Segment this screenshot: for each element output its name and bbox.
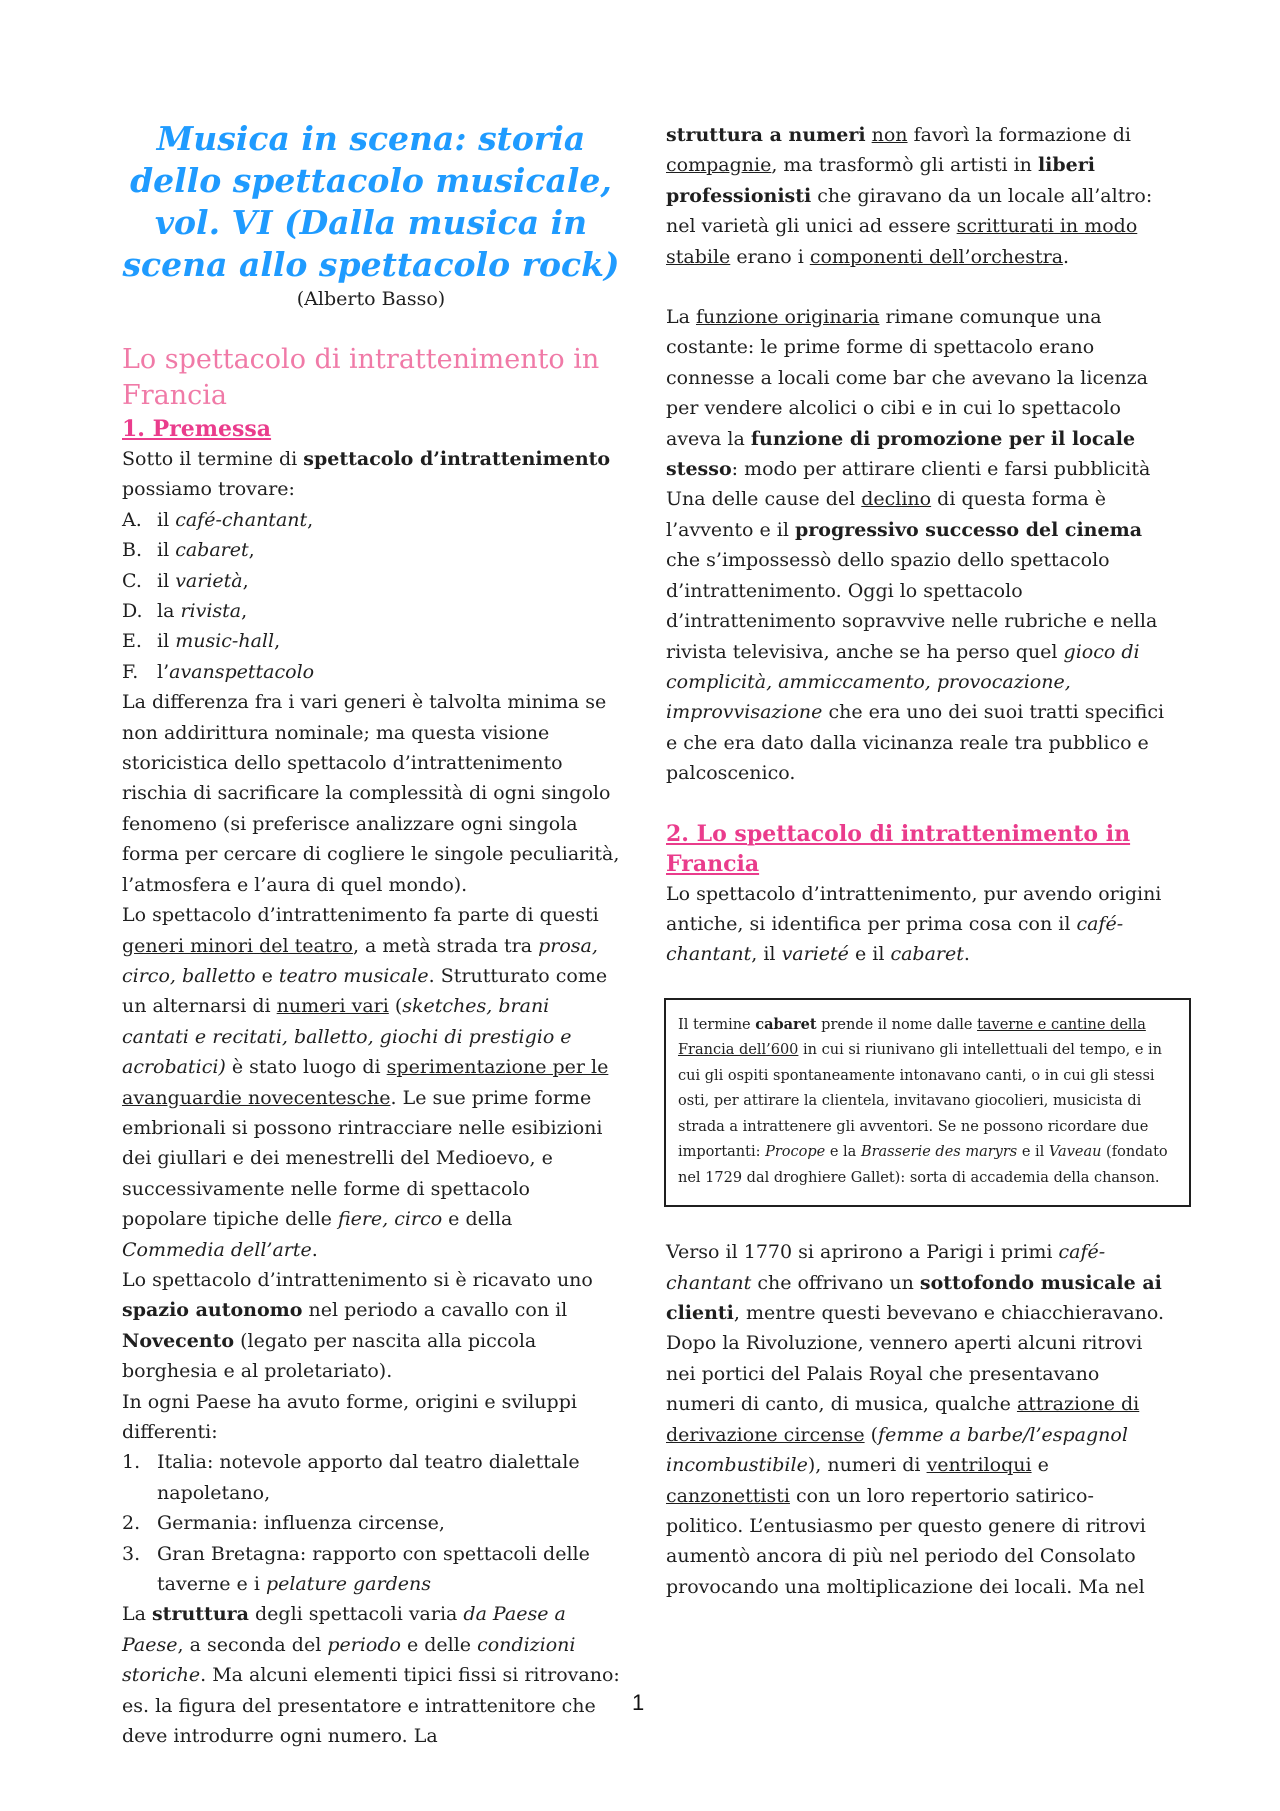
paragraph-generi-minori: Lo spettacolo d’intrattenimento fa parte di questi generi minori del teatro, a metà strada tra prosa, circo, balletto e teatro musicale. Strutturato come un alternarsi di numeri vari (sketches, brani cantati e recitati, balletto, giochi di prestigio e acrobatici) è stato luogo di sperimentazione per le avanguardie novecentesche. Le sue prime forme embrionali si possono rintracciare nelle esibizioni dei giullari e dei menestrelli del Medioevo, e successivamente nelle forme di spettacolo popolare tipiche delle fiere, circo e della Commedia dell’arte. <box>122 904 609 1261</box>
list-item: C. il varietà, <box>122 569 249 592</box>
list-item: F. l’avanspettacolo <box>122 660 315 683</box>
spacer <box>666 272 1166 302</box>
paragraph-differenza: La differenza fra i vari generi è talvolta minima se non addirittura nominale; ma questa visione storicistica dello spettacolo d’intrattenimento rischia di sacrificare la complessità di ogni singolo fenomeno (si preferisce analizzare ogni singola forma per cercare di cogliere le singole peculiarità, l’atmosfera e l’aura di quel mondo). <box>122 691 620 896</box>
list-item: 1. Italia: notevole apporto dal teatro dialettale napoletano, <box>122 1451 580 1504</box>
paragraph-spazio-autonomo: Lo spettacolo d’intrattenimento si è ricavato uno spazio autonomo nel periodo a cavallo con il Novecento (legato per nascita alla piccola borghesia e al proletariato). <box>122 1268 593 1383</box>
left-column <box>122 118 620 1751</box>
paragraph-struttura-continued: struttura a numeri non favorì la formazione di compagnie, ma trasformò gli artisti in liberi professionisti che giravano da un locale all’altro: nel varietà gli unici ad essere scritturati in modo stabile erano i componenti dell’orchestra. <box>666 124 1153 268</box>
list-item: B. il cabaret, <box>122 539 255 562</box>
paragraph-paesi: In ogni Paese ha avuto forme, origini e sviluppi differenti: <box>122 1390 577 1443</box>
list-item: D. la rivista, <box>122 600 248 623</box>
intro-paragraph: Sotto il termine di spettacolo d’intrattenimento possiamo trovare: <box>122 448 611 501</box>
genre-list <box>122 505 620 687</box>
paragraph-cafe-chantant: Verso il 1770 si aprirono a Parigi i primi café-chantant che offrivano un sottofondo musicale ai clienti, mentre questi bevevano e chiacchieravano. Dopo la Rivoluzione, vennero aperti alcuni ritrovi nei portici del Palais Royal che presentavano numeri di canto, di musica, qualche attrazione di derivazione circense (femme a barbe/l’espagnol incombustibile), numeri di ventriloqui e canzonettisti con un loro repertorio satirico-politico. L’entusiasmo per questo genere di ritrovi aumentò ancora di più nel periodo del Consolato provocando una moltiplicazione dei locali. Ma nel <box>666 1241 1165 1598</box>
list-item: A. il café-chantant, <box>122 508 314 531</box>
document-title: Musica in scena: storia dello spettacolo musicale, vol. VI (Dalla musica in scena allo spettacolo rock) <box>122 119 620 284</box>
section-heading-main: Lo spettacolo di intrattenimento in Francia <box>122 344 600 411</box>
spacer <box>666 789 1166 819</box>
list-item: E. il music-hall, <box>122 630 281 653</box>
cabaret-note-box: Il termine cabaret prende il nome dalle taverne e cantine della Francia dell’600 in cui si riunivano gli intellettuali del tempo, e in cui gli ospiti spontaneamente intonavano canti, o in cui gli stessi osti, per attirare la clientela, invitavano giocolieri, musicista di strada a intrattenere gli avventori. Se ne possono ricordare due importanti: Procope e la Brasserie des maryrs e il Vaveau (fondato nel 1729 dal droghiere Gallet): sorta di accademia della chanson. <box>664 998 1191 1208</box>
paragraph-struttura-start: La struttura degli spettacoli varia da Paese a Paese, a seconda del periodo e delle condizioni storiche. Ma alcuni elementi tipici fissi si ritrovano: es. la figura del presentatore e intrattenitore che deve introdurre ogni numero. La <box>122 1603 620 1748</box>
spacer <box>666 1207 1166 1237</box>
right-column <box>666 120 1166 1602</box>
list-item: 2. Germania: influenza circense, <box>122 1512 445 1535</box>
document-author: (Alberto Basso) <box>296 288 446 310</box>
list-item: 3. Gran Bretagna: rapporto con spettacoli delle taverne e i pelature gardens <box>122 1542 590 1596</box>
paragraph-funzione-originaria: La funzione originaria rimane comunque una costante: le prime forme di spettacolo erano connesse a locali come bar che avevano la licenza per vendere alcolici o cibi e in cui lo spettacolo aveva la funzione di promozione per il locale stesso: modo per attirare clienti e farsi pubblicità Una delle cause del declino di questa forma è l’avvento e il progressivo successo del cinema che s’impossessò dello spazio dello spettacolo d’intrattenimento. Oggi lo spettacolo d’intrattenimento sopravvive nelle rubriche e nella rivista televisiva, anche se ha perso quel gioco di complicità, ammiccamento, provocazione, improvvisazione che era uno dei suoi tratti specifici e che era dato dalla vicinanza reale tra pubblico e palcoscenico. <box>666 306 1165 785</box>
section-heading-francia: 2. Lo spettacolo di intrattenimento in Francia <box>666 820 1131 877</box>
section-heading-premessa: 1. Premessa <box>122 416 272 442</box>
page-number: 1 <box>632 1690 645 1715</box>
country-list <box>122 1447 620 1599</box>
paragraph-origini: Lo spettacolo d’intrattenimento, pur avendo origini antiche, si identifica per prima cosa con il café-chantant, il varieté e il cabaret. <box>666 882 1162 966</box>
